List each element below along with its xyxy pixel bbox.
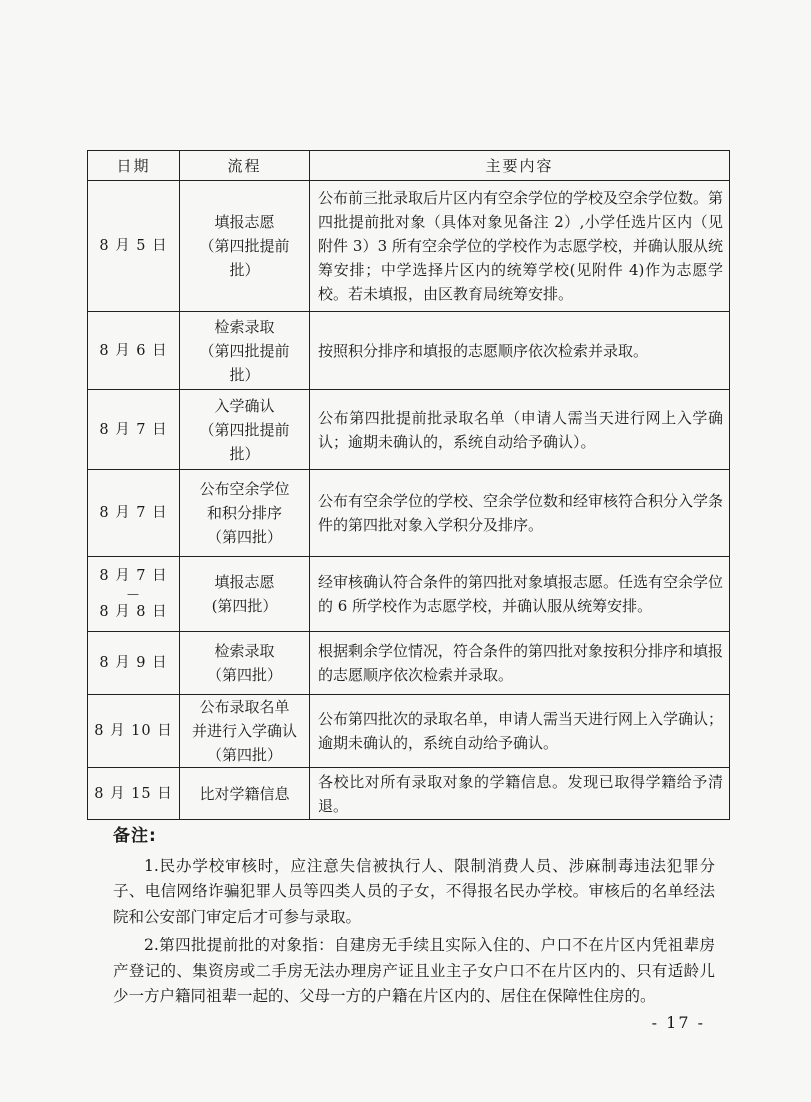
table-row: [88, 632, 730, 695]
date-text: 8 月 7 日: [99, 505, 168, 521]
table-row: [88, 470, 730, 557]
process-text: （第四批）: [206, 528, 282, 546]
notes-title: 备注:: [113, 826, 157, 846]
header-content: 主要内容: [310, 151, 730, 181]
schedule-table: [87, 150, 730, 820]
process-text: （第四批提前: [199, 420, 290, 439]
process-text: 公布录取名单: [199, 698, 290, 716]
date-text: 8 月 5 日: [99, 238, 168, 254]
process-text: 填报志愿: [214, 213, 275, 231]
row-date: [88, 470, 180, 557]
row-content: 公布第四批提前批录取名单（申请人需当天进行网上入学确认；逾期未确认的，系统自动给予确认）。: [310, 390, 730, 470]
process-text: 公布空余学位: [199, 480, 290, 498]
date-range-dash: —: [127, 587, 140, 601]
row-process: [180, 470, 310, 557]
table-row: [88, 181, 730, 312]
row-date: [88, 390, 180, 470]
row-date: [88, 557, 180, 632]
row-process: [180, 695, 310, 768]
process-text: 和积分排序: [206, 504, 282, 522]
row-date: [88, 312, 180, 390]
process-text: (第四批）: [211, 597, 278, 615]
process-text: 比对学籍信息: [199, 784, 290, 803]
row-process: [180, 768, 310, 820]
process-text: （第四批）: [206, 746, 282, 764]
row-content: 公布有空余学位的学校、空余学位数和经审核符合积分入学条件的第四批对象入学积分及排序。: [310, 470, 730, 557]
process-text: 批）: [229, 365, 260, 384]
row-content: 公布前三批录取后片区内有空余学位的学校及空余学位数。第四批提前批对象（具体对象见备注 2）,小学任选片区内（见附件 3）3 所有空余学位的学校作为志愿学校，并确认服从统筹安排；中学选择片区内的统筹学校(见附件 4)作为志愿学校。若未填报，由区教育局统筹安排。: [310, 181, 730, 312]
notes-section: [113, 824, 715, 1013]
row-date: [88, 695, 180, 768]
row-date: [88, 768, 180, 820]
row-content: 根据剩余学位情况，符合条件的第四批对象按积分排序和填报的志愿顺序依次检索并录取。: [310, 632, 730, 695]
process-text: 检索录取: [214, 317, 275, 336]
row-process: [180, 557, 310, 632]
table-row: [88, 557, 730, 632]
table-row: [88, 768, 730, 820]
table-header-row: [88, 151, 730, 181]
row-content: 公布第四批次的录取名单，申请人需当天进行网上入学确认；逾期未确认的，系统自动给予确认。: [310, 695, 730, 768]
date-text: 8 月 6 日: [99, 342, 168, 359]
row-process: [180, 390, 310, 470]
process-text: （第四批提前: [199, 341, 290, 360]
process-text: 入学确认: [214, 396, 275, 415]
row-process: [180, 181, 310, 312]
row-date: [88, 181, 180, 312]
note-item: 1.民办学校审核时，应注意失信被执行人、限制消费人员、涉麻制毒违法犯罪分子、电信网络诈骗犯罪人员等四类人员的子女，不得报名民办学校。审核后的名单经法院和公安部门审定后才可参与录取。: [113, 856, 715, 926]
process-text: （第四批）: [206, 666, 282, 684]
process-text: （第四批提前: [199, 237, 290, 255]
page-number: - 17 -: [651, 1013, 705, 1032]
date-text: 8 月 9 日: [99, 655, 168, 671]
process-text: 检索录取: [214, 642, 275, 660]
row-content: 经审核确认符合条件的第四批对象填报志愿。任选有空余学位的 6 所学校作为志愿学校，并确认服从统筹安排。: [310, 557, 730, 632]
row-content: 按照积分排序和填报的志愿顺序依次检索并录取。: [310, 312, 730, 390]
table-row: [88, 695, 730, 768]
row-process: [180, 312, 310, 390]
header-date: 日期: [88, 151, 180, 181]
date-text: 8 月 8 日: [99, 604, 168, 620]
process-text: 批）: [229, 444, 260, 463]
date-text: 8 月 10 日: [94, 723, 173, 739]
row-content: 各校比对所有录取对象的学籍信息。发现已取得学籍给予清退。: [310, 768, 730, 820]
date-text: 8 月 7 日: [99, 568, 168, 584]
note-item: 2.第四批提前批的对象指：自建房无手续且实际入住的、户口不在片区内凭祖辈房产登记的、集资房或二手房无法办理房产证且业主子女户口不在片区内的、只有适龄儿少一方户籍同祖辈一起的、父母一方的户籍在片区内的、居住在保障性住房的。: [113, 936, 715, 1005]
date-text: 8 月 15 日: [94, 785, 173, 802]
table-row: [88, 390, 730, 470]
process-text: 填报志愿: [214, 573, 275, 591]
process-text: 并进行入学确认: [191, 722, 297, 740]
table-row: [88, 312, 730, 390]
row-date: [88, 632, 180, 695]
process-text: 批）: [229, 261, 260, 279]
date-text: 8 月 7 日: [99, 421, 168, 438]
header-process: 流程: [180, 151, 310, 181]
row-process: [180, 632, 310, 695]
